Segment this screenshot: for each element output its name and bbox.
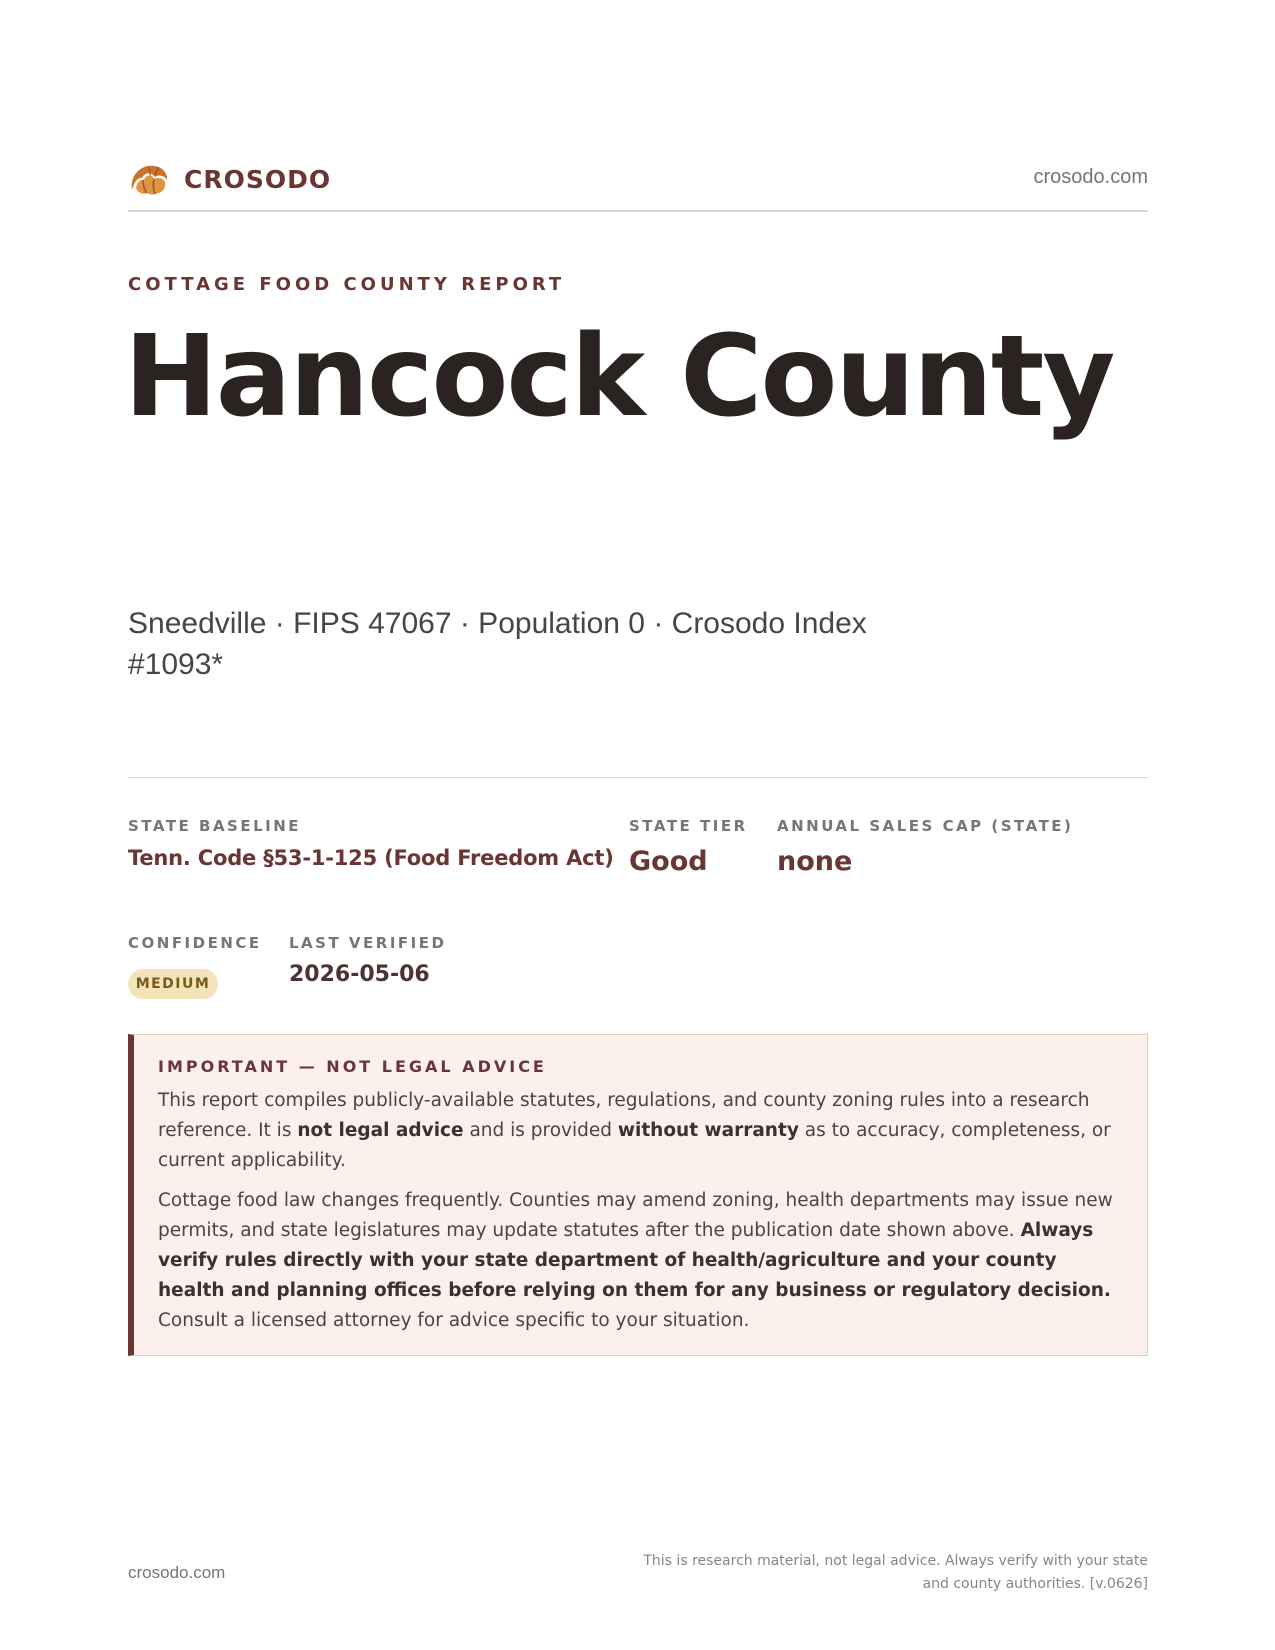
sales-cap-label: ANNUAL SALES CAP (STATE) <box>777 817 1074 835</box>
section-divider <box>128 777 1148 778</box>
croissant-icon <box>128 160 170 198</box>
last-verified-value: 2026-05-06 <box>289 962 430 987</box>
brand[interactable] <box>128 160 331 198</box>
notice-title: IMPORTANT — NOT LEGAL ADVICE <box>158 1057 547 1076</box>
legal-notice <box>128 1034 1148 1356</box>
footer-disclaimer: This is research material, not legal advice. Always verify with your state and county authorities. [v.0626] <box>643 1553 1148 1592</box>
page-header <box>128 160 1148 212</box>
site-link[interactable]: crosodo.com <box>1033 166 1148 188</box>
page-title: Hancock County <box>124 312 1114 442</box>
sales-cap-value: none <box>777 846 853 877</box>
confidence-badge: MEDIUM <box>128 969 218 999</box>
last-verified-label: LAST VERIFIED <box>289 934 447 952</box>
county-summary: Sneedville · FIPS 47067 · Population 0 · Crosodo Index #1093* <box>128 607 867 681</box>
state-baseline-value: Tenn. Code §53-1-125 (Food Freedom Act) <box>128 846 614 870</box>
report-type-label: COTTAGE FOOD COUNTY REPORT <box>128 274 566 295</box>
confidence-label: CONFIDENCE <box>128 934 262 952</box>
state-tier-value: Good <box>629 846 708 877</box>
state-baseline-label: STATE BASELINE <box>128 817 302 835</box>
notice-paragraph-1: This report compiles publicly-available statutes, regulations, and county zoning rules into a research reference. It is not legal advice and is provided without warranty as to accuracy, completeness, or current applicability. <box>158 1090 1111 1171</box>
state-tier-label: STATE TIER <box>629 817 748 835</box>
footer-site-link[interactable]: crosodo.com <box>128 1563 226 1582</box>
brand-name: CROSODO <box>184 164 332 194</box>
notice-paragraph-2: Cottage food law changes frequently. Counties may amend zoning, health departments may issue new permits, and state legislatures may update statutes after the publication date shown above. Always verify rules directly with your state department of health/agriculture and your county health and planning offices before relying on them for any business or regulatory decision. Consult a licensed attorney for advice specific to your situation. <box>158 1190 1113 1331</box>
